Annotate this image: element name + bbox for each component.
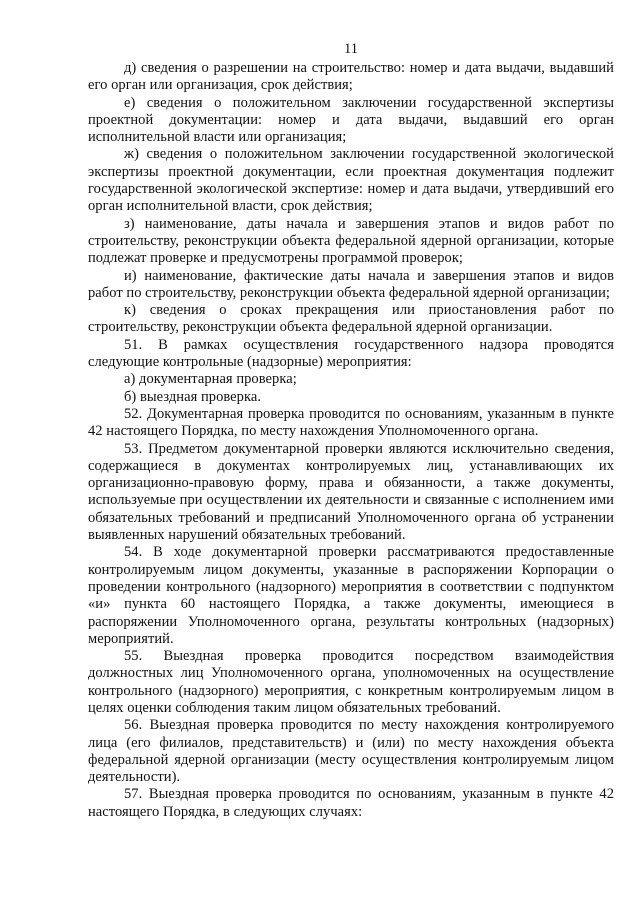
- paragraph-51-a: а) документарная проверка;: [124, 371, 297, 388]
- paragraph-item-zh: ж) сведения о положительном заключении государственной экологической экспертизы проектной документации, если проектная документация подлежит государственной экологической экспертизе: номер и дата выдачи, утвердивший его орган исполнительной власти, срок действия;: [88, 146, 614, 215]
- paragraph-item-e: е) сведения о положительном заключении государственной экспертизы проектной документации: номер и дата выдачи, выдавший его орган исполнительной власти или организация;: [88, 94, 614, 146]
- paragraph-56: 56. Выездная проверка проводится по месту нахождения контролируемого лица (его филиалов, представительств) и (или) по месту нахождения объекта федеральной ядерной организации (месту осуществления контролируемым лицом деятельности).: [88, 717, 614, 786]
- paragraph-52: 52. Документарная проверка проводится по основаниям, указанным в пункте 42 настоящего Порядка, по месту нахождения Уполномоченного органа.: [88, 405, 614, 440]
- paragraph-item-z: з) наименование, даты начала и завершения этапов и видов работ по строительству, реконструкции объекта федеральной ядерной организации, которые подлежат проверке и предусмотрены программой проверок;: [88, 215, 614, 267]
- page-number: 11: [344, 41, 358, 57]
- paragraph-item-d: д) сведения о разрешении на строительство: номер и дата выдачи, выдавший его орган или организация, срок действия;: [88, 60, 614, 94]
- paragraph-55: 55. Выездная проверка проводится посредством взаимодействия должностных лиц Уполномоченного органа, уполномоченных на осуществление контрольного (надзорного) мероприятия, с конкретным контролируемым лицом в целях оценки соблюдения таким лицом обязательных требований.: [88, 648, 614, 716]
- paragraph-51: 51. В рамках осуществления государственного надзора проводятся следующие контрольные (надзорные) мероприятия:: [88, 336, 614, 371]
- paragraph-51-b: б) выездная проверка.: [124, 388, 262, 405]
- paragraph-57: 57. Выездная проверка проводится по основаниям, указанным в пункте 42 настоящего Порядка, в следующих случаях:: [88, 786, 614, 820]
- document-page: [88, 40, 614, 821]
- paragraph-item-i: и) наименование, фактические даты начала и завершения этапов и видов работ по строительству, реконструкции объекта федеральной ядерной организации;: [88, 267, 614, 301]
- paragraph-item-k: к) сведения о сроках прекращения или приостановления работ по строительству, реконструкции объекта федеральной ядерной организации.: [88, 302, 614, 336]
- paragraph-53: 53. Предметом документарной проверки являются исключительно сведения, содержащиеся в документах контролируемых лиц, устанавливающих их организационно-правовую форму, права и обязанности, а также документы, используемые при осуществлении их деятельности и связанные с исполнением ими обязательных требований и предписаний Уполномоченного органа об устранении выявленных нарушений обязательных требований.: [88, 440, 614, 544]
- paragraph-54: 54. В ходе документарной проверки рассматриваются предоставленные контролируемым лицом документы, указанные в распоряжении Корпорации о проведении контрольного (надзорного) мероприятия в соответствии с подпунктом «и» пункта 60 настоящего Порядка, а также документы, имеющиеся в распоряжении Уполномоченного органа, результаты контрольных (надзорных) мероприятий.: [88, 544, 614, 647]
